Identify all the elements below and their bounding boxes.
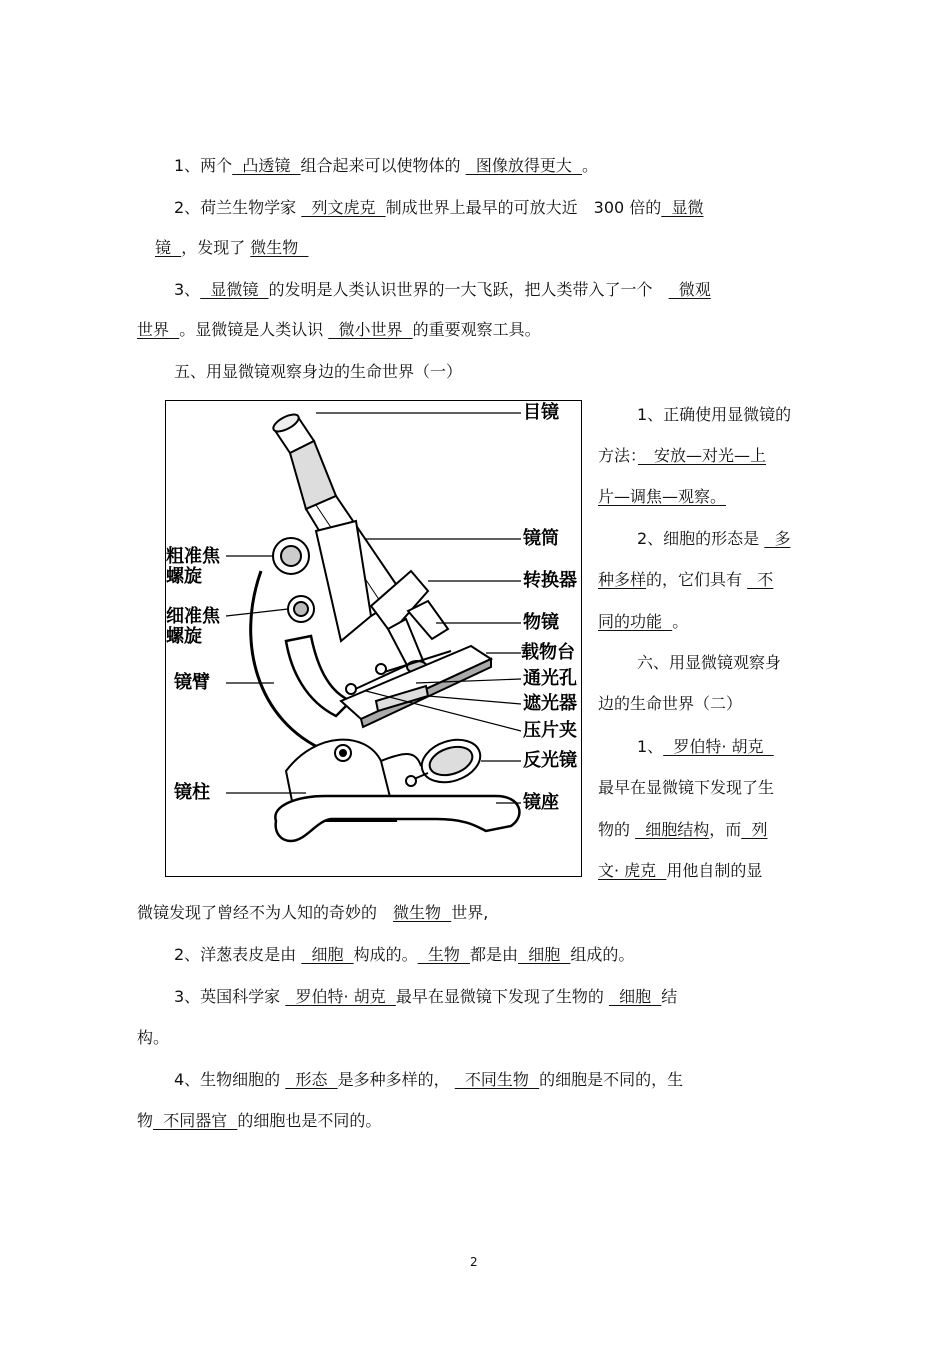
label-coarse-adjustment: 粗准焦 xyxy=(166,546,220,567)
label-mirror: 反光镜 xyxy=(523,750,577,771)
answer-blank: 生物 xyxy=(417,945,471,964)
right-s6-q1-line-2: 最早在显微镜下发现了生 xyxy=(598,778,775,797)
question-1-line: 1、两个 凸透镜 组合起来可以使物体的 图像放得更大 。 xyxy=(174,156,599,175)
right-q2-line: 2、细胞的形态是 多 xyxy=(637,529,791,548)
s6-q1-line-cont: 微镜发现了曾经不为人知的奇妙的 微生物 世界, xyxy=(137,903,489,922)
answer-blank: 不同器官 xyxy=(153,1111,238,1130)
label-revolver: 转换器 xyxy=(523,570,577,591)
label-objective: 物镜 xyxy=(523,612,559,633)
answer-blank: 不同生物 xyxy=(454,1070,540,1089)
answer-blank: 形态 xyxy=(285,1070,338,1089)
s6-q4-line-cont: 物 不同器官 的细胞也是不同的。 xyxy=(137,1111,382,1130)
answer-blank: 不 xyxy=(747,570,774,589)
right-q2-line-3: 同的功能 。 xyxy=(598,612,689,631)
right-q1-line: 1、正确使用显微镜的 xyxy=(637,405,792,424)
answer-blank: 列 xyxy=(741,820,768,839)
answer-blank: 显微镜 xyxy=(200,280,269,299)
right-q2-line-2: 种多样的，它们具有 不 xyxy=(598,570,774,589)
label-stage-clip: 压片夹 xyxy=(523,720,577,741)
answer-blank: 同的功能 xyxy=(598,612,673,631)
label-aperture: 通光孔 xyxy=(523,668,577,689)
right-s6-q1-line-4: 文· 虎克 用他自制的显 xyxy=(598,861,763,880)
answer-blank: 微生物 xyxy=(393,903,452,922)
section-6-heading-cont: 边的生命世界（二） xyxy=(598,694,743,713)
answer-blank: 细胞 xyxy=(301,945,354,964)
microscope-drawing xyxy=(166,401,583,878)
right-s6-q1-line-3: 物的 细胞结构，而 列 xyxy=(598,820,768,839)
answer-blank: 列文虎克 xyxy=(301,198,386,217)
question-2-line-cont: 镜 ，发现了 微生物 xyxy=(155,238,309,257)
answer-blank: 罗伯特· 胡克 xyxy=(663,737,774,756)
s6-q2-line: 2、洋葱表皮是由 细胞 构成的。 生物 都是由 细胞 组成的。 xyxy=(174,945,635,964)
answer-blank: 凸透镜 xyxy=(232,156,301,175)
answer-blank: 细胞 xyxy=(518,945,571,964)
right-q1-line-2: 方法： 安放—对光—上 xyxy=(598,446,767,465)
label-coarse-adjustment-2: 螺旋 xyxy=(166,566,202,587)
answer-blank: 微观 xyxy=(668,280,711,299)
label-stage: 载物台 xyxy=(521,642,575,663)
answer-blank: 世界 xyxy=(137,320,180,339)
answer-blank: 种多样 xyxy=(598,570,647,589)
label-fine-adjustment: 细准焦 xyxy=(166,606,220,627)
answer-blank: 多 xyxy=(764,529,791,548)
label-fine-adjustment-2: 螺旋 xyxy=(166,626,202,647)
label-eyepiece: 目镜 xyxy=(523,402,559,423)
question-3-line-cont: 世界 。显微镜是人类认识 微小世界 的重要观察工具。 xyxy=(137,320,541,339)
answer-blank: 片—调焦—观察。 xyxy=(598,487,727,506)
microscope-diagram xyxy=(165,400,582,877)
section-6-heading: 六、用显微镜观察身 xyxy=(637,653,782,672)
label-diaphragm: 遮光器 xyxy=(523,693,577,714)
answer-blank: 图像放得更大 xyxy=(465,156,583,175)
right-q1-line-3 xyxy=(598,487,726,507)
answer-blank: 细胞结构 xyxy=(635,820,710,839)
question-3-line: 3、 显微镜 的发明是人类认识世界的一大飞跃，把人类带入了一个 微观 xyxy=(174,280,711,299)
answer-blank: 显微 xyxy=(661,198,704,217)
answer-blank: 微生物 xyxy=(250,238,309,257)
s6-q3-line-cont: 构。 xyxy=(137,1028,170,1047)
s6-q4-line: 4、生物细胞的 形态 是多种多样的， 不同生物 的细胞是不同的，生 xyxy=(174,1070,684,1089)
answer-blank: 微小世界 xyxy=(328,320,413,339)
section-5-heading: 五、用显微镜观察身边的生命世界（一） xyxy=(174,362,463,381)
answer-blank: 镜 xyxy=(155,238,182,257)
right-s6-q1-line: 1、 罗伯特· 胡克 xyxy=(637,737,774,756)
answer-blank: 罗伯特· 胡克 xyxy=(285,987,396,1006)
answer-blank: 文· 虎克 xyxy=(598,861,667,880)
label-pillar: 镜柱 xyxy=(174,782,210,803)
s6-q3-line: 3、英国科学家 罗伯特· 胡克 最早在显微镜下发现了生物的 细胞 结 xyxy=(174,987,678,1006)
answer-blank: 安放—对光—上 xyxy=(638,446,767,465)
page-number: 2 xyxy=(470,1255,478,1269)
label-base: 镜座 xyxy=(523,792,559,813)
answer-blank: 细胞 xyxy=(608,987,662,1006)
label-arm: 镜臂 xyxy=(174,672,210,693)
question-2-line: 2、荷兰生物学家 列文虎克 制成世界上最早的可放大近 300 倍的 显微 xyxy=(174,198,704,217)
label-tube: 镜筒 xyxy=(523,528,559,549)
